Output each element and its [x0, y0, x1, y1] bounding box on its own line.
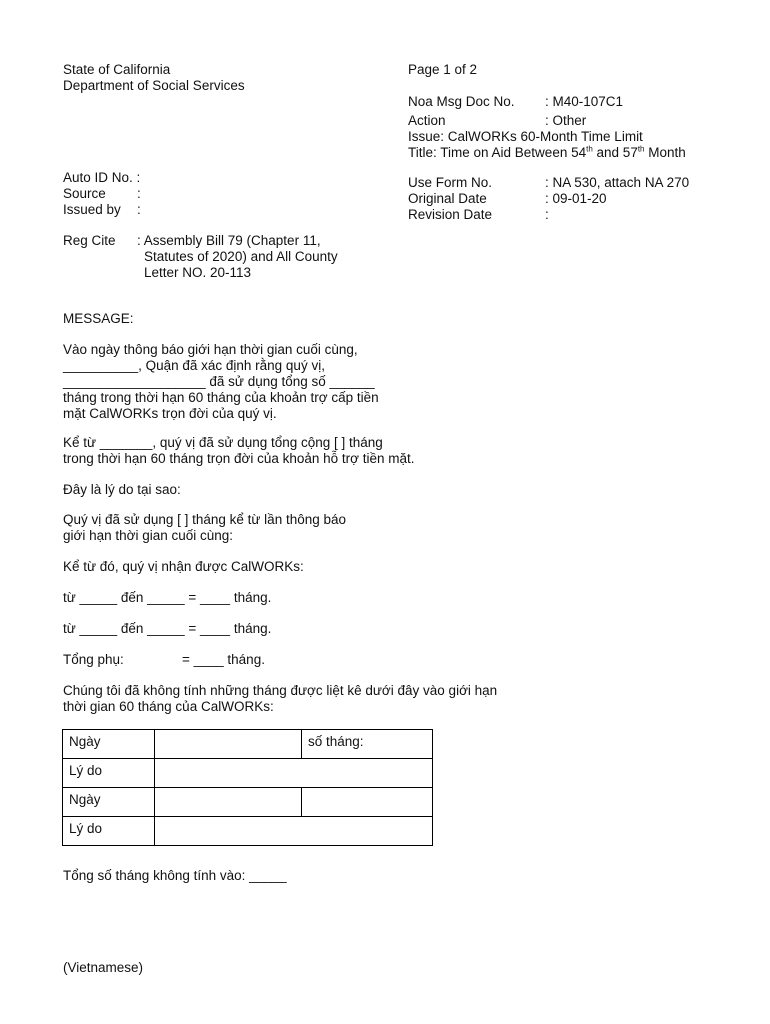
action-label: Action: [408, 113, 446, 128]
revision-date-value: :: [545, 207, 549, 222]
title-mid: and 57: [592, 145, 638, 160]
table-row: [63, 730, 433, 759]
paragraph-excluded: [63, 683, 497, 715]
form-row: [408, 175, 689, 191]
issued-row: [63, 202, 141, 218]
doc-info-block: [408, 62, 686, 161]
date-label-cell: Ngày: [63, 730, 155, 759]
p1-line-1: Vào ngày thông báo giới hạn thời gian cuối cùng,: [63, 342, 358, 357]
reason-value-cell[interactable]: [155, 759, 433, 788]
date2-value-cell[interactable]: [155, 788, 302, 817]
months-cell[interactable]: số tháng:: [302, 730, 433, 759]
noa-value: : M40-107C1: [545, 94, 624, 109]
meta-left-block: [63, 170, 141, 218]
p2-line-1: Kể từ _______, quý vị đã sử dụng tổng cộng [ ] tháng: [63, 435, 383, 450]
p1-line-5: mặt CalWORKs trọn đời của quý vị.: [63, 406, 277, 421]
paragraph-used-months: [63, 512, 346, 544]
p4-line-1: Quý vị đã sử dụng [ ] tháng kể từ lần thông báo: [63, 512, 347, 527]
subtotal-label: Tổng phụ:: [63, 652, 124, 667]
total-excluded-line: Tổng số tháng không tính vào: _____: [63, 868, 287, 883]
source-label: Source: [63, 186, 106, 201]
subtotal-line: [63, 652, 265, 668]
table-row: [63, 817, 433, 846]
issue-line: Issue: CalWORKs 60-Month Time Limit: [408, 129, 643, 144]
form-value: : NA 530, attach NA 270: [545, 175, 690, 190]
reg-cite-line-2: Statutes of 2020) and All County: [144, 249, 338, 264]
language-footer: (Vietnamese): [63, 960, 144, 975]
agency-block: [63, 62, 245, 94]
p1-line-4: tháng trong thời hạn 60 tháng của khoản trợ cấp tiền: [63, 390, 379, 405]
source-value: :: [137, 186, 141, 201]
reason2-value-cell[interactable]: [155, 817, 433, 846]
meta-right-block: [408, 175, 689, 223]
title-sup-2: th: [637, 144, 645, 154]
noa-label: Noa Msg Doc No.: [408, 94, 515, 109]
months2-cell[interactable]: [302, 788, 433, 817]
original-date-row: [408, 191, 689, 207]
revision-date-row: [408, 207, 689, 223]
reason-label-cell: Lý do: [63, 759, 155, 788]
issued-label: Issued by: [63, 202, 121, 217]
title-prefix: Title: Time on Aid Between 54: [408, 145, 587, 160]
p2-line-2: trong thời hạn 60 tháng trọn đời của khoản hỗ trợ tiền mặt.: [63, 451, 415, 466]
range-line-2: từ _____ đến _____ = ____ tháng.: [63, 621, 272, 636]
excluded-months-table: [62, 729, 433, 846]
agency-department: Department of Social Services: [63, 78, 245, 93]
table-row: [63, 788, 433, 817]
reg-cite-line-3: Letter NO. 20-113: [144, 265, 252, 280]
noa-row: [408, 94, 686, 110]
p4-line-2: giới hạn thời gian cuối cùng:: [63, 528, 234, 543]
paragraph-reason: Đây là lý do tại sao:: [63, 482, 181, 497]
action-row: [408, 113, 686, 129]
date2-label-cell: Ngày: [63, 788, 155, 817]
reason2-label-cell: Lý do: [63, 817, 155, 846]
action-value: : Other: [545, 113, 587, 128]
date-value-cell[interactable]: [155, 730, 302, 759]
p1-line-2: __________, Quận đã xác định rằng quý vị,: [63, 358, 325, 373]
source-row: [63, 186, 141, 202]
page-number: Page 1 of 2: [408, 62, 478, 77]
subtotal-value: = ____ tháng.: [182, 652, 265, 667]
agency-state: State of California: [63, 62, 171, 77]
reg-cite-block: [63, 233, 338, 281]
form-label: Use Form No.: [408, 175, 493, 190]
paragraph-since: [63, 435, 415, 467]
paragraph-determination: [63, 342, 379, 422]
auto-id-label: Auto ID No. :: [63, 170, 141, 185]
revision-date-label: Revision Date: [408, 207, 493, 222]
range-line-1: từ _____ đến _____ = ____ tháng.: [63, 590, 272, 605]
p6-line-1: Chúng tôi đã không tính những tháng được liệt kê dưới đây vào giới hạn: [63, 683, 498, 698]
title-line: [408, 145, 686, 161]
table-row: [63, 759, 433, 788]
reg-cite-line-1: : Assembly Bill 79 (Chapter 11,: [137, 233, 321, 248]
title-sup-1: th: [586, 144, 593, 154]
p6-line-2: thời gian 60 tháng của CalWORKs:: [63, 699, 274, 714]
original-date-label: Original Date: [408, 191, 487, 206]
original-date-value: : 09-01-20: [545, 191, 607, 206]
title-suffix: Month: [644, 145, 686, 160]
p1-line-3: ___________________ đã sử dụng tổng số ______: [63, 374, 375, 389]
paragraph-received: Kể từ đó, quý vị nhận được CalWORKs:: [63, 559, 304, 574]
issued-value: :: [137, 202, 141, 217]
message-heading: MESSAGE:: [63, 311, 134, 326]
reg-cite-label: Reg Cite: [63, 233, 116, 248]
